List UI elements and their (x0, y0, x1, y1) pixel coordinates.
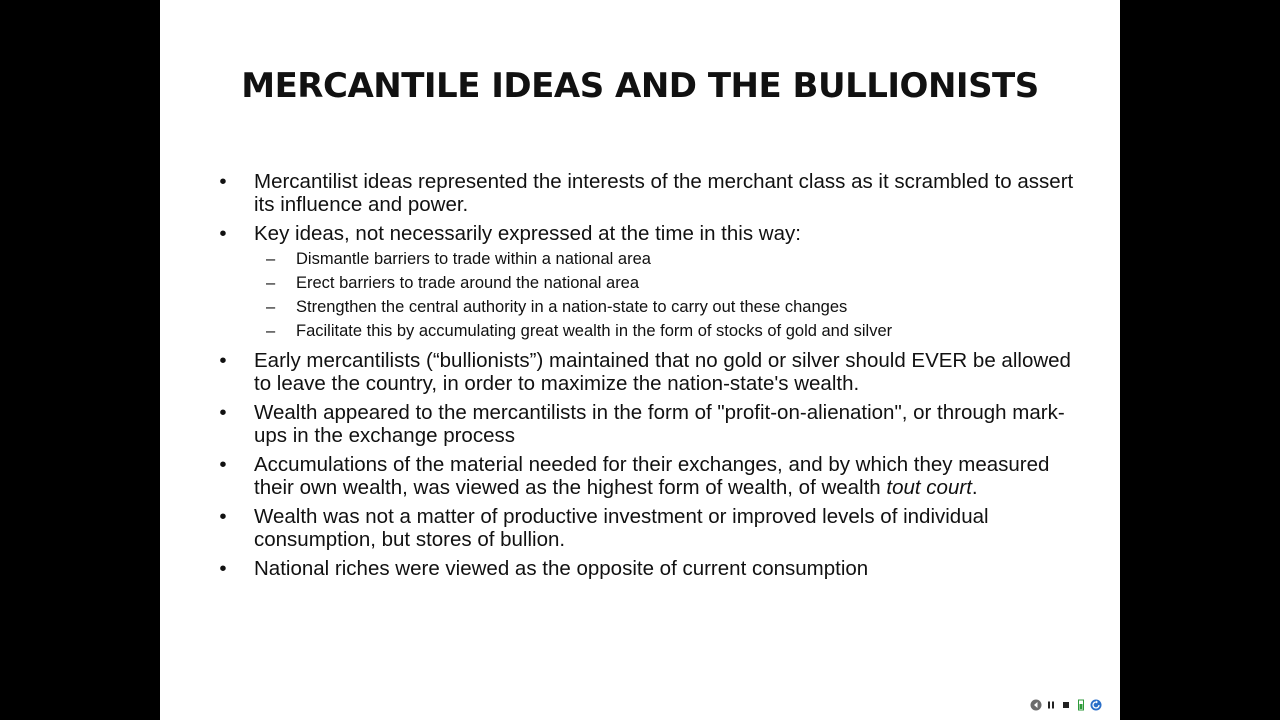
bullet-text-main: Accumulations of the material needed for their exchanges, and by which they measured their own wealth, was viewed as the highest form of wealth, of wealth (254, 453, 1050, 499)
bullet-text: National riches were viewed as the opposite of current consumption (254, 557, 869, 580)
bullet-dot: • (219, 349, 227, 372)
sub-bullet-item (254, 319, 1076, 343)
bullet-text (254, 453, 1049, 499)
sub-bullet-item (254, 271, 1076, 295)
sub-bullet-text: Dismantle barriers to trade within a national area (296, 250, 651, 268)
slide (160, 0, 1120, 720)
bullet-dot: • (219, 505, 227, 528)
sub-bullet-list (254, 247, 1076, 343)
bullet-dot: • (219, 170, 227, 193)
bullet-text: Early mercantilists (“bullionists”) maintained that no gold or silver should EVER be allowed to leave the country, in order to maximize the nation-state's wealth. (254, 349, 1071, 395)
refresh-icon[interactable] (1090, 699, 1102, 711)
bullet-item (216, 222, 1076, 343)
bullet-text-end: . (971, 476, 978, 499)
bullet-text-italic: tout court (886, 476, 972, 499)
bullet-text: Wealth appeared to the mercantilists in the form of "profit-on-alienation", or through mark-ups in the exchange process (254, 401, 1065, 447)
sub-bullet-dash: – (266, 298, 276, 316)
bullet-text: Mercantilist ideas represented the interests of the merchant class as it scrambled to assert its influence and power. (254, 170, 1074, 216)
volume-icon[interactable] (1075, 699, 1087, 711)
slide-title: MERCANTILE IDEAS AND THE BULLIONISTS (241, 66, 1039, 106)
sub-bullet-text: Strengthen the central authority in a nation-state to carry out these changes (296, 298, 848, 316)
sub-bullet-item (254, 247, 1076, 271)
bullet-item (216, 349, 1076, 395)
back-icon[interactable] (1030, 699, 1042, 711)
sub-bullet-item (254, 295, 1076, 319)
bullet-item (216, 401, 1076, 447)
bullet-item (216, 557, 1076, 580)
sub-bullet-dash: – (266, 250, 276, 268)
bullet-list (216, 170, 1076, 586)
bullet-dot: • (219, 453, 227, 476)
sub-bullet-dash: – (266, 322, 276, 340)
sub-bullet-text: Erect barriers to trade around the national area (296, 274, 640, 292)
bullet-dot: • (219, 557, 227, 580)
pause-icon[interactable] (1045, 699, 1057, 711)
bullet-item (216, 453, 1076, 499)
bullet-text: Key ideas, not necessarily expressed at the time in this way: (254, 222, 801, 245)
bullet-dot: • (219, 222, 227, 245)
bullet-text: Wealth was not a matter of productive investment or improved levels of individual consumption, but stores of bullion. (254, 505, 989, 551)
sub-bullet-text: Facilitate this by accumulating great wealth in the form of stocks of gold and silver (296, 322, 893, 340)
sub-bullet-dash: – (266, 274, 276, 292)
bullet-dot: • (219, 401, 227, 424)
player-controls (1030, 697, 1102, 713)
bullet-item (216, 505, 1076, 551)
bullet-item (216, 170, 1076, 216)
stop-icon[interactable] (1060, 699, 1072, 711)
